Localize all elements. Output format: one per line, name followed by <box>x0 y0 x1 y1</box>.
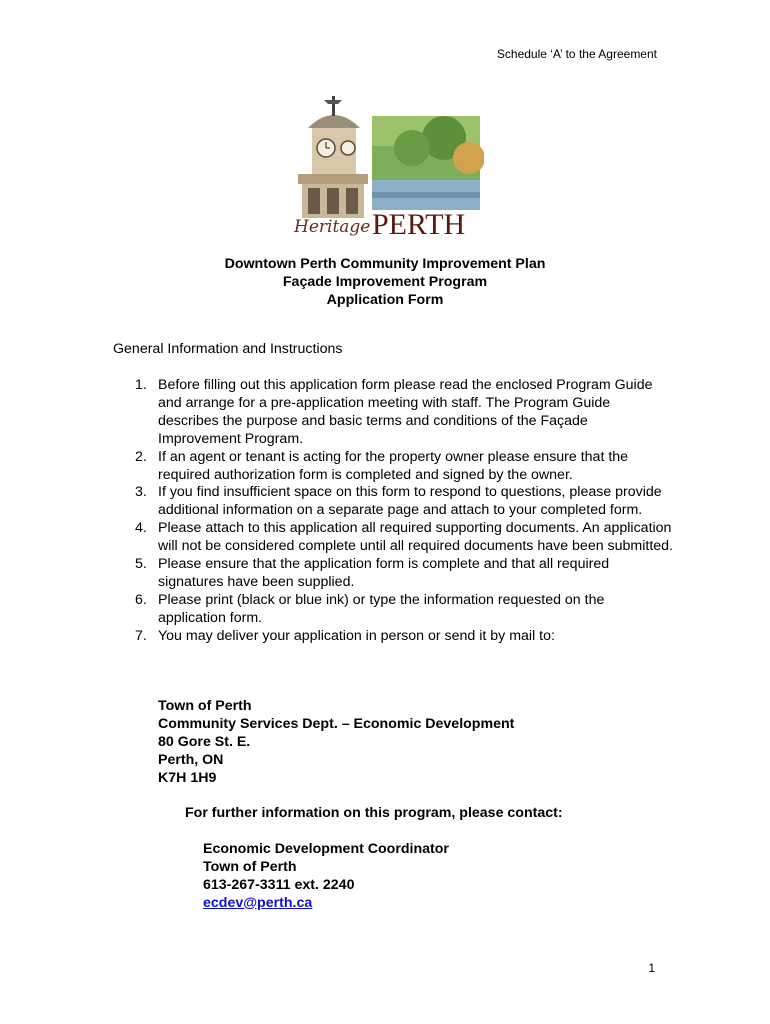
document-title <box>0 255 770 309</box>
address-line-1: Town of Perth <box>158 698 252 714</box>
title-line-2: Façade Improvement Program <box>282 274 488 290</box>
list-item: 1. Before filling out this application form please read the enclosed Program Guide and arrange for a pre-application meeting with staff. The Program Guide describes the purpose and basic terms and conditions of the Façade Improvement Program. <box>135 377 653 447</box>
mailing-address <box>158 698 514 788</box>
contact-phone: 613-267-3311 ext. 2240 <box>203 876 355 893</box>
instructions-list <box>113 377 673 646</box>
heritage-perth-logo <box>294 88 484 240</box>
list-item: 7. You may deliver your application in person or send it by mail to: <box>135 627 555 644</box>
address-line-5: K7H 1H9 <box>158 769 217 786</box>
contact-organization: Town of Perth <box>203 858 297 875</box>
list-item: 3. If you find insufficient space on this form to respond to questions, please provide additional information on a separate page and attach to your completed form. <box>135 484 662 519</box>
list-item: 4. Please attach to this application all required supporting documents. An application will not be considered complete until all required documents have been submitted. <box>135 520 673 555</box>
address-line-4: Perth, ON <box>158 751 224 768</box>
logo-heritage-text: Heritage <box>294 217 371 237</box>
address-line-2: Community Services Dept. – Economic Development <box>158 715 515 732</box>
contact-title: Economic Development Coordinator <box>203 841 449 857</box>
list-item: 6. Please print (black or blue ink) or type the information requested on the application form. <box>135 591 605 626</box>
contact-email-link[interactable]: ecdev@perth.ca <box>203 894 313 911</box>
contact-block <box>203 841 449 913</box>
title-line-1: Downtown Perth Community Improvement Plan <box>224 256 546 272</box>
list-item: 5. Please ensure that the application form is complete and that all required signatures have been supplied. <box>135 556 610 590</box>
list-item: 2. If an agent or tenant is acting for the property owner please ensure that the required authorization form is completed and signed by the owner. <box>135 448 629 483</box>
schedule-note: Schedule ‘A’ to the Agreement <box>496 47 657 61</box>
page-number: 1 <box>648 961 655 975</box>
logo-town-text: PERTH <box>372 208 466 240</box>
instructions-heading: General Information and Instructions <box>113 341 343 357</box>
contact-prompt: For further information on this program, please contact: <box>185 805 563 821</box>
title-line-3: Application Form <box>326 292 444 308</box>
address-line-3: 80 Gore St. E. <box>158 733 251 750</box>
